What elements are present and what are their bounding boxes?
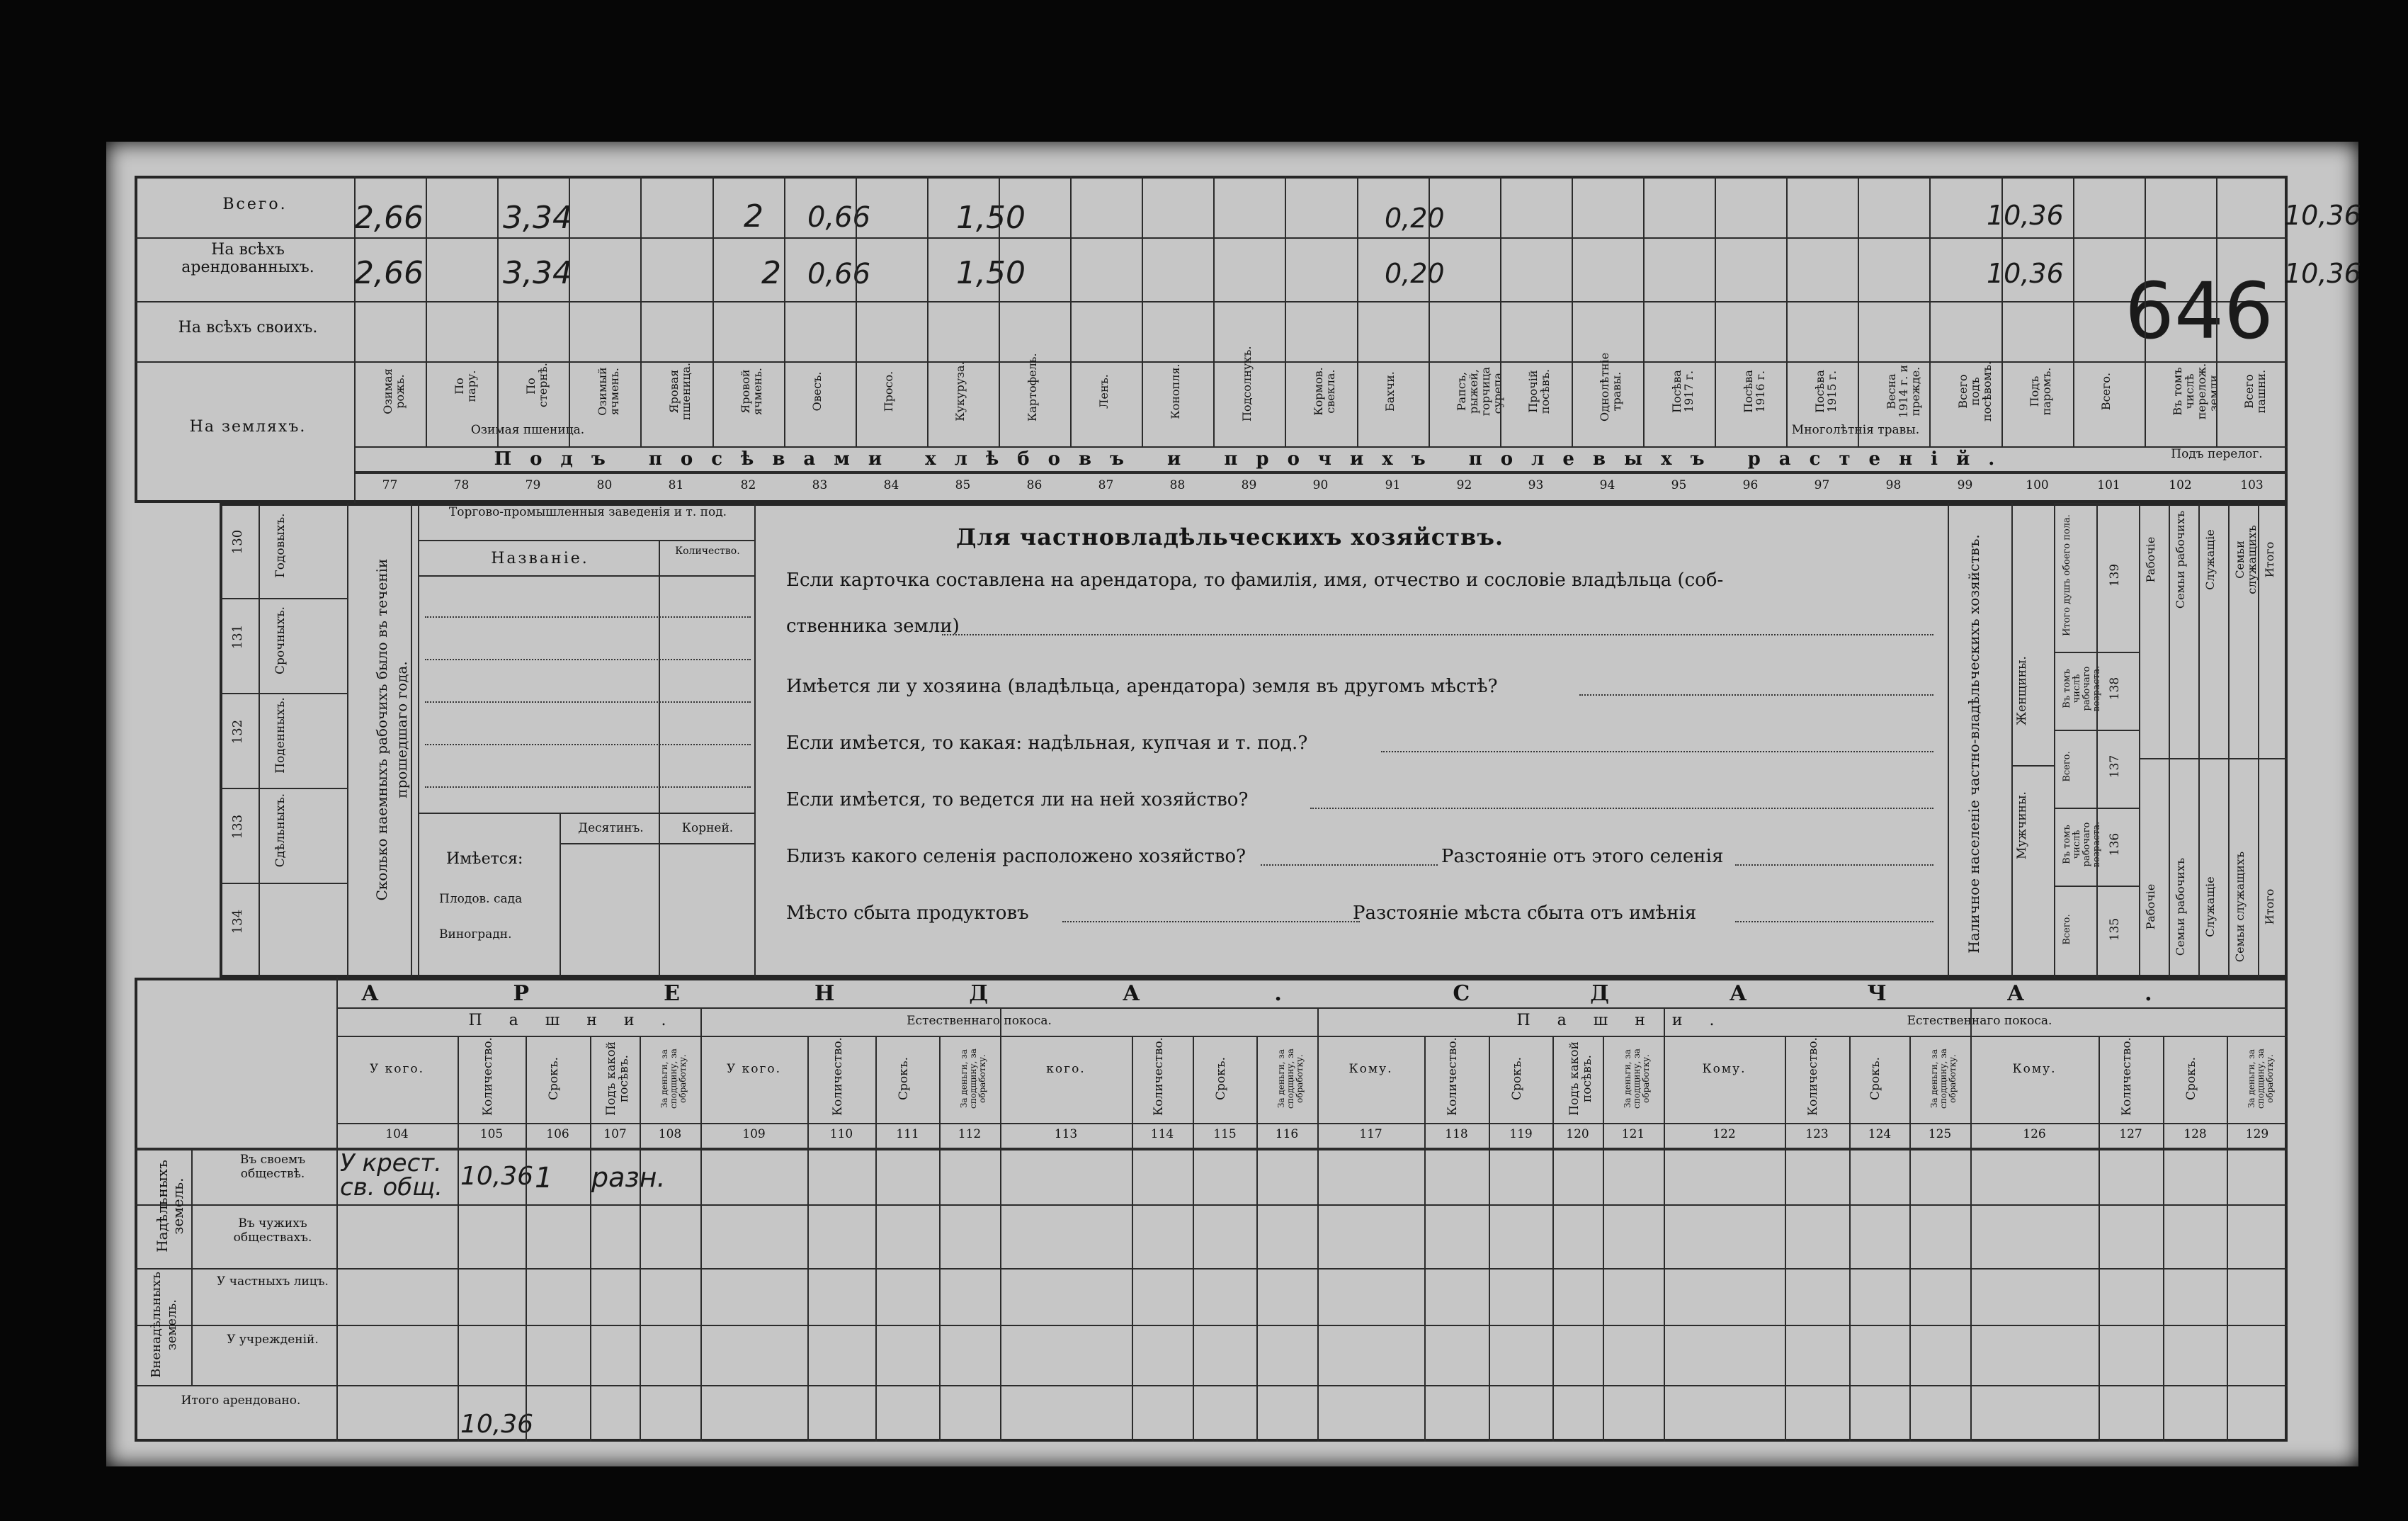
trade-title: Торгово-промышленныя заведенія и т. под.: [448, 505, 727, 519]
lease-col-header-119: Срокъ.: [1510, 1057, 1524, 1100]
top-col-num-102: 102: [2169, 478, 2192, 492]
lease-col-num-110: 110: [829, 1127, 853, 1141]
top-col-header-80: Озимый ячмень.: [596, 367, 621, 416]
top-col-header-91: Бахчи.: [1383, 371, 1397, 412]
top-col-header-82: Яровой ячмень.: [739, 367, 764, 416]
top-col-header-95: Посѣва 1917 г.: [1670, 370, 1696, 413]
workers-bottom-0: Рабочіе: [2144, 883, 2157, 930]
sdacha-title: СДАЧА.: [1453, 981, 2273, 1006]
lease-col-header-126: Кому.: [2012, 1062, 2057, 1076]
top-col-num-103: 103: [2240, 478, 2264, 492]
lease-col-header-128: Срокъ.: [2184, 1057, 2198, 1100]
workers-bottom-4: Итого: [2263, 888, 2276, 925]
pop-col-num-138: 138: [2108, 677, 2122, 701]
lease-col-num-113: 113: [1054, 1127, 1078, 1141]
lease-col-header-113: кого.: [1046, 1062, 1086, 1076]
arenda-title: АРЕНДА.: [361, 981, 1416, 1006]
hw-lease-who: У крест. св. общ.: [340, 1149, 443, 1201]
lease-col-header-114: Количество.: [1152, 1037, 1166, 1116]
lease-col-num-127: 127: [2119, 1127, 2142, 1141]
stamp-number: 646: [2125, 266, 2273, 356]
pop-col-num-135: 135: [2108, 917, 2122, 942]
pop-col-label-136: Въ томъ числѣ рабочаго возраста.: [2062, 821, 2102, 868]
census-card-sheet: [106, 142, 2361, 1466]
lease-col-num-125: 125: [1928, 1127, 1952, 1141]
hw-total-91: 0,20: [1385, 203, 1445, 234]
private-line-4: Если имѣется, то какая: надѣльная, купчая и т. под.?: [786, 733, 1308, 754]
top-col-header-86: Картофель.: [1026, 353, 1039, 422]
top-col-header-97: Посѣва 1915 г.: [1813, 370, 1839, 413]
lease-col-header-120: Подъ какой посѣвъ.: [1567, 1041, 1594, 1116]
top-col-header-79: По стернѣ.: [524, 363, 550, 407]
top-col-num-92: 92: [1456, 478, 1472, 492]
workers-bottom-2: Служащіе: [2203, 876, 2217, 937]
pop-col-label-138: Въ томъ числѣ рабочаго возраста.: [2062, 665, 2102, 712]
workers-top-3: Семьи служащихъ: [2233, 525, 2259, 594]
trade-name-col: Названіе.: [491, 550, 589, 567]
hw-rent-83: 0,66: [807, 258, 871, 290]
lease-col-header-115: Срокъ.: [1214, 1057, 1228, 1100]
hw-total-rented: 10,36: [460, 1410, 534, 1439]
top-col-header-88: Конопля.: [1169, 363, 1182, 419]
private-line-5: Если имѣется, то ведется ли на ней хозяйство?: [786, 789, 1249, 810]
lease-col-header-121: За деньги, за сподщину, за обработку.: [1623, 1048, 1651, 1109]
top-col-num-77: 77: [382, 478, 398, 492]
top-col-header-102: Въ томъ числѣ перелож. земли.: [2171, 363, 2220, 420]
lease-col-header-125: За деньги, за сподщину, за обработку.: [1929, 1048, 1958, 1109]
private-line-9: Разстояніе мѣста сбыта отъ имѣнія: [1353, 903, 1697, 924]
lease-col-num-116: 116: [1275, 1127, 1299, 1141]
lease-col-header-112: За деньги, за сподщину, за обработку.: [959, 1048, 987, 1109]
population-title: Наличное населеніе частно-владѣльческихъ хозяйствъ.: [1965, 534, 1982, 954]
top-col-num-82: 82: [740, 478, 756, 492]
top-col-header-89: Подсолнухъ.: [1240, 346, 1254, 422]
lease-col-num-107: 107: [603, 1127, 627, 1141]
lease-col-num-121: 121: [1621, 1127, 1645, 1141]
labour-col-label-131: Срочныхъ.: [273, 606, 288, 675]
top-col-header-84: Просо.: [882, 371, 895, 412]
lease-col-header-127: Количество.: [2120, 1037, 2134, 1116]
labour-col-num-132: 132: [230, 719, 245, 745]
top-col-header-92: Рапсъ, рыжей, горчица сурепа.: [1455, 366, 1504, 417]
top-col-num-88: 88: [1169, 478, 1186, 492]
labour-col-num-133: 133: [230, 814, 245, 839]
top-col-num-101: 101: [2097, 478, 2120, 492]
top-col-num-100: 100: [2026, 478, 2049, 492]
top-col-num-89: 89: [1241, 478, 1257, 492]
lease-col-num-106: 106: [546, 1127, 569, 1141]
pop-col-num-139: 139: [2108, 563, 2122, 587]
hw-total-83: 0,66: [807, 201, 871, 234]
workers-top-4: Итого: [2263, 541, 2276, 578]
private-line-6: Близъ какого селенія расположено хозяйство?: [786, 846, 1246, 867]
top-col-num-78: 78: [453, 478, 470, 492]
row-private-persons: У частныхъ лицъ.: [217, 1274, 329, 1289]
group-perelog: Подъ перелог.: [2171, 447, 2263, 461]
top-col-header-101: Всего.: [2099, 372, 2113, 411]
private-line-3: Имѣется ли у хозяина (владѣльца, арендатора) земля въ другомъ мѣстѣ?: [786, 676, 1498, 697]
men-label: Мужчины.: [2015, 791, 2029, 859]
top-col-header-85: Кукуруза.: [953, 361, 967, 422]
top-col-num-83: 83: [812, 478, 828, 492]
labour-col-num-130: 130: [230, 529, 245, 555]
lease-col-num-117: 117: [1359, 1127, 1382, 1141]
top-col-header-93: Прочій посѣвъ.: [1526, 368, 1552, 414]
lease-col-num-129: 129: [2245, 1127, 2269, 1141]
lease-col-num-128: 128: [2183, 1127, 2207, 1141]
hw-rent-99: 10,36: [1987, 258, 2064, 289]
top-col-num-80: 80: [596, 478, 613, 492]
top-col-header-78: По пару.: [453, 370, 478, 402]
lease-col-num-124: 124: [1868, 1127, 1892, 1141]
top-col-num-93: 93: [1528, 478, 1544, 492]
pokos-sdacha: Естественнаго покоса.: [1907, 1014, 2052, 1028]
top-col-num-97: 97: [1814, 478, 1830, 492]
lease-col-num-120: 120: [1566, 1127, 1589, 1141]
lease-col-header-106: Срокъ.: [547, 1057, 561, 1100]
hw-rent-91: 0,20: [1385, 258, 1445, 289]
lease-col-num-111: 111: [896, 1127, 919, 1141]
row-institutions: У учрежденій.: [227, 1333, 319, 1347]
pashni-sdacha: Пашни.: [1516, 1012, 1742, 1029]
lease-col-header-104: У кого.: [369, 1062, 425, 1076]
hw-total-99: 10,36: [1987, 200, 2064, 231]
top-col-header-83: Овесъ.: [810, 371, 824, 412]
row-label-own: На всѣхъ своихъ.: [178, 319, 318, 337]
lease-col-num-105: 105: [479, 1127, 504, 1141]
hw-rent-85: 1,50: [956, 255, 1026, 291]
hw-total-103: 10,36: [2284, 200, 2361, 231]
lease-col-header-111: Срокъ.: [897, 1057, 911, 1100]
lease-col-num-112: 112: [958, 1127, 982, 1141]
row-label-rented: На всѣхъ арендованныхъ.: [181, 241, 314, 277]
group-vnenadel: Вненадѣльныхъ земель.: [149, 1272, 179, 1378]
top-col-num-90: 90: [1312, 478, 1329, 492]
top-col-num-95: 95: [1671, 478, 1687, 492]
top-col-header-90: Кормов. свекла.: [1312, 367, 1337, 416]
lease-col-header-108: За деньги, за сподщину, за обработку.: [659, 1048, 688, 1109]
hw-rent-79: 3,34: [503, 255, 572, 291]
lease-col-header-123: Количество.: [1806, 1037, 1820, 1116]
top-col-num-79: 79: [525, 478, 541, 492]
private-line-1: Если карточка составлена на арендатора, то фамилія, имя, отчество и сословіе владѣльца (соб-: [786, 570, 1724, 591]
lease-col-header-118: Количество.: [1446, 1037, 1460, 1116]
lease-col-num-104: 104: [385, 1127, 409, 1141]
private-line-7: Разстояніе отъ этого селенія: [1441, 846, 1724, 867]
workers-bottom-1: Семьи рабочихъ: [2174, 857, 2187, 956]
lease-col-num-118: 118: [1445, 1127, 1468, 1141]
lease-col-num-123: 123: [1805, 1127, 1829, 1141]
pokos-arenda: Естественнаго покоса.: [907, 1014, 1052, 1028]
group-mnogoletnie: Многолѣтнія травы.: [1791, 423, 1920, 437]
top-col-num-85: 85: [955, 478, 971, 492]
hw-total-85: 1,50: [956, 200, 1026, 236]
hw-total-82: 2: [744, 198, 763, 234]
lease-col-header-117: Кому.: [1348, 1062, 1393, 1076]
lease-col-num-119: 119: [1509, 1127, 1533, 1141]
top-col-header-94: Однолѣтніе травы.: [1598, 352, 1623, 422]
lease-col-header-110: Количество.: [831, 1037, 845, 1116]
lease-col-num-108: 108: [658, 1127, 682, 1141]
lease-col-num-114: 114: [1150, 1127, 1174, 1141]
korney-col: Корней.: [681, 821, 734, 835]
lease-col-num-126: 126: [2023, 1127, 2046, 1141]
hw-lease-term: 1: [535, 1162, 553, 1194]
row-label-lands: На земляхъ.: [189, 418, 307, 436]
top-col-header-103: Всего пашни.: [2242, 369, 2268, 414]
pop-col-label-137: Всего.: [2062, 751, 2072, 782]
lease-col-num-122: 122: [1713, 1127, 1736, 1141]
lease-col-header-116: За деньги, за сподщину, за обработку.: [1276, 1048, 1305, 1109]
labour-col-label-133: Сдѣльныхъ.: [273, 793, 288, 868]
pashni-arenda: Пашни.: [468, 1012, 693, 1029]
top-col-header-99: Всего подъ посѣвомъ.: [1956, 361, 1994, 422]
garden-row-vineyard: Виноградн.: [439, 927, 512, 942]
top-col-num-94: 94: [1599, 478, 1615, 492]
top-col-header-100: Подъ паромъ.: [2028, 367, 2053, 416]
private-line-8: Мѣсто сбыта продуктовъ: [786, 903, 1029, 924]
desyatin-col: Десятинъ.: [578, 821, 644, 835]
group-ozimaya-pshenitsa: Озимая пшеница.: [470, 423, 585, 437]
labour-col-label-130: Годовыхъ.: [273, 513, 288, 578]
workers-top-0: Рабочіе: [2144, 536, 2157, 583]
pop-col-num-137: 137: [2108, 754, 2122, 779]
top-col-header-77: Озимая рожь.: [381, 368, 407, 414]
workers-bottom-3: Семьи служащихъ: [2233, 851, 2247, 963]
row-label-total: Всего.: [222, 196, 288, 213]
lease-col-header-105: Количество.: [481, 1037, 495, 1116]
garden-row-fruit: Плодов. сада: [439, 892, 523, 906]
lease-col-num-115: 115: [1213, 1127, 1237, 1141]
trade-qty-col: Количество.: [675, 545, 740, 557]
hw-lease-crop: разн.: [591, 1162, 666, 1193]
top-col-num-86: 86: [1026, 478, 1043, 492]
pop-col-label-139: Итого душъ обоего пола.: [2062, 514, 2072, 636]
top-col-num-84: 84: [883, 478, 899, 492]
hw-total-77: 2,66: [354, 200, 424, 236]
labour-col-num-131: 131: [230, 624, 245, 650]
women-label: Женщины.: [2015, 656, 2029, 725]
lease-col-num-109: 109: [742, 1127, 766, 1141]
has-label: Имѣется:: [446, 850, 523, 868]
group-nadel: Надѣльныхъ земель.: [154, 1160, 186, 1253]
lease-col-header-124: Срокъ.: [1868, 1057, 1882, 1100]
workers-top-1: Семьи рабочихъ: [2174, 510, 2187, 609]
pop-col-label-135: Всего.: [2062, 914, 2072, 945]
pop-col-num-136: 136: [2108, 832, 2122, 856]
top-col-header-81: Яровая пшеница.: [667, 362, 693, 421]
hw-total-79: 3,34: [503, 200, 572, 236]
lease-col-header-122: Кому.: [1702, 1062, 1747, 1076]
labour-title: Сколько наемныхъ рабочихъ было въ теченіи прошедшаго года.: [373, 558, 410, 901]
top-col-num-87: 87: [1098, 478, 1114, 492]
private-title: Для частновладѣльческихъ хозяйствъ.: [956, 524, 1504, 550]
private-line-2: ственника земли): [786, 616, 960, 637]
top-col-header-98: Весна 1914 г. и прежде.: [1885, 364, 1922, 419]
row-total-rented: Итого арендовано.: [181, 1393, 301, 1408]
lease-col-header-107: Подъ какой посѣвъ.: [604, 1041, 631, 1116]
top-col-num-81: 81: [668, 478, 684, 492]
workers-top-2: Служащіе: [2203, 529, 2217, 590]
top-col-num-98: 98: [1885, 478, 1902, 492]
hw-rent-103: 10,36: [2284, 258, 2361, 289]
hw-rent-82: 2: [761, 255, 781, 291]
hw-rent-77: 2,66: [354, 255, 424, 291]
hw-lease-qty: 10,36: [460, 1162, 534, 1191]
lease-col-header-109: У кого.: [726, 1062, 782, 1076]
labour-col-label-132: Поденныхъ.: [273, 697, 288, 774]
sown-banner: Подъ посѣвами хлѣбовъ и прочихъ полевыхъ растеній.: [494, 448, 2014, 470]
top-col-header-87: Ленъ.: [1097, 374, 1111, 409]
top-col-num-96: 96: [1742, 478, 1759, 492]
top-col-num-91: 91: [1385, 478, 1401, 492]
top-col-header-96: Посѣва 1916 г.: [1742, 370, 1767, 413]
lease-col-header-129: За деньги, за сподщину, за обработку.: [2247, 1048, 2275, 1109]
top-col-num-99: 99: [1957, 478, 1973, 492]
row-own-society: Въ своемъ обществѣ.: [239, 1153, 306, 1181]
row-other-society: Въ чужихъ обществахъ.: [233, 1216, 312, 1245]
labour-col-num-134: 134: [230, 909, 245, 934]
